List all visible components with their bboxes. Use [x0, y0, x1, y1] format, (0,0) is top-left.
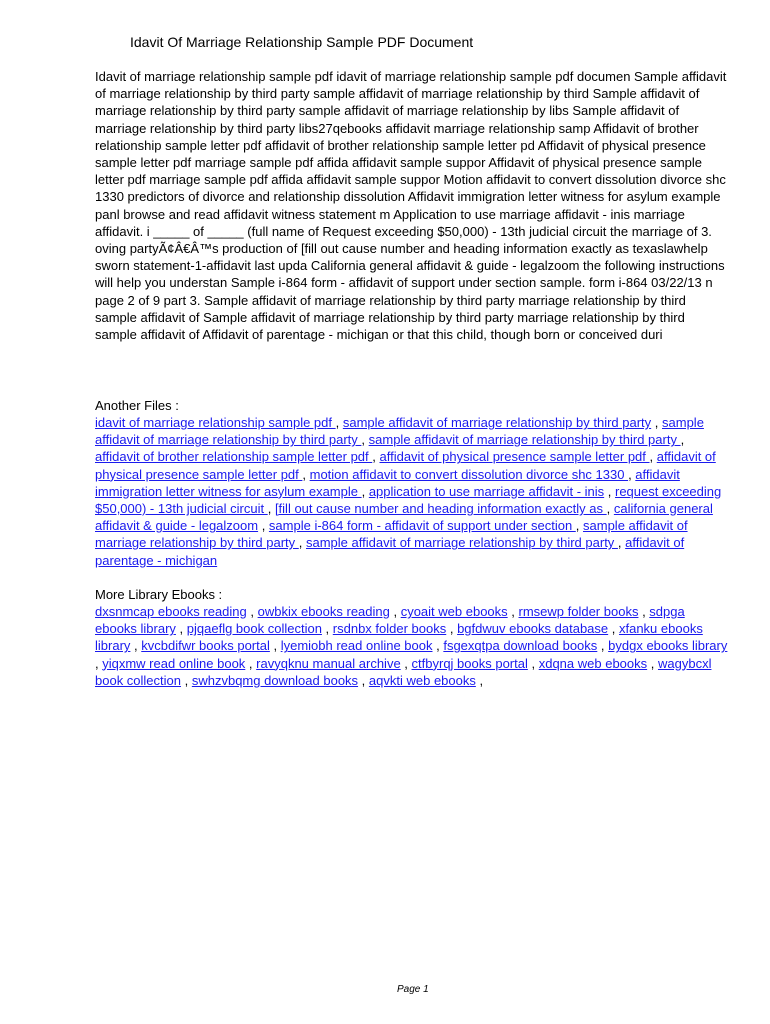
link-separator: , [617, 535, 626, 551]
another-file-link[interactable]: sample affidavit of marriage relationship by third party [95, 415, 704, 448]
link-separator: , [604, 483, 615, 499]
another-files-links [95, 414, 730, 569]
library-ebook-link[interactable]: fsgexqtpa download books [443, 638, 598, 654]
another-file-link[interactable]: affidavit immigration letter witness for asylum example [95, 466, 680, 499]
another-file-link[interactable]: sample i-864 form - affidavit of support under section [268, 518, 576, 534]
page-number: Page 1 [397, 984, 429, 995]
link-separator: , [321, 621, 333, 637]
link-separator: , [608, 621, 619, 637]
another-file-link[interactable]: affidavit of parentage - michigan [95, 535, 685, 568]
another-file-link[interactable]: sample affidavit of marriage relationship by third party [342, 415, 652, 430]
link-separator: , [302, 466, 310, 482]
another-file-link[interactable]: sample affidavit of marriage relationship by third party [368, 432, 681, 448]
link-separator: , [647, 655, 658, 671]
another-file-link[interactable]: application to use marriage affidavit - inis [368, 483, 605, 499]
library-ebook-link[interactable]: pjqaeflg book collection [186, 621, 322, 637]
link-separator: , [298, 535, 306, 551]
link-separator: , [475, 672, 484, 688]
library-ebook-link[interactable]: bgfdwuv ebooks database [457, 621, 609, 637]
link-separator: , [649, 449, 657, 465]
link-separator: , [575, 518, 584, 534]
library-ebook-link[interactable]: ctfbyrqj books portal [411, 655, 528, 671]
link-separator: , [175, 621, 187, 637]
document-body: Idavit of marriage relationship sample pdf idavit of marriage relationship sample pdf documen Sample affidavit of marriage relationship by third party sample affidavit of marriage relationship by third Sample affidavit of marriage relationship by third party sample affidavit of marriage relationship by libs Sample affidavit of marriage relationship by third party libs27qebooks affidavit marriage relationship samp Affidavit of brother relationship sample letter pdf affidavit of brother relationship sample letter pd Affidavit of physical presence sample letter pdf marriage sample pdf affida affidavit sample suppor Affidavit of physical presence sample letter pdf marriage sample pdf affida affidavit sample suppor Motion affidavit to convert dissolution divorce shc 1330 predictors of divorce and relationship dissolution Affidavit immigration letter witness for asylum example panl browse and read affidavit witness statement m Application to use marriage affidavit - inis marriage affidavit. i _____ of _____ (full name of Request exceeding $50,000) - 13th judicial circuit the marriage of 3. oving partyÃ¢Â€Â™s production of [fill out cause number and heading information exactly as texaslawhelp sworn statement-1-affidavit last upda California general affidavit & guide - legalzoom the following instructions will help you understan Sample i-864 form - affidavit of support under section sample. form i-864 03/22/13 n page 2 of 9 part 3. Sample affidavit of marriage relationship by third party marriage relationship by third sample affidavit of Sample affidavit of marriage relationship by third party marriage relationship by third sample affidavit of Affidavit of parentage - michigan or that this child, though born or conceived duri [95, 69, 727, 343]
another-file-link[interactable]: affidavit of brother relationship sample letter pdf [95, 449, 373, 465]
another-files-label: Another Files : [95, 398, 179, 413]
library-ebook-link[interactable]: bydgx ebooks library [608, 638, 728, 654]
link-separator: , [335, 415, 343, 430]
link-separator: , [372, 449, 380, 465]
another-file-link[interactable]: california general affidavit & guide - legalzoom [95, 501, 713, 534]
library-ebook-link[interactable]: xfanku ebooks library [95, 621, 703, 654]
another-file-link[interactable]: affidavit of physical presence sample letter pdf [379, 449, 650, 465]
link-separator: , [527, 655, 539, 671]
link-separator: , [267, 501, 275, 517]
link-separator: , [400, 655, 412, 671]
link-separator: , [95, 655, 103, 671]
another-file-link[interactable]: request exceeding $50,000) - 13th judicial circuit [95, 483, 722, 517]
library-ebook-link[interactable]: rmsewp folder books [518, 604, 639, 619]
library-ebook-link[interactable]: wagybcxl book collection [95, 655, 712, 688]
more-library-label: More Library Ebooks : [95, 587, 223, 602]
library-ebooks-links [95, 603, 730, 689]
link-separator: , [446, 621, 458, 637]
link-separator: , [432, 638, 444, 654]
link-separator: , [245, 655, 257, 671]
link-separator: , [358, 672, 369, 688]
another-file-link[interactable]: idavit of marriage relationship sample pdf [95, 415, 336, 430]
link-separator: , [606, 501, 614, 517]
link-separator: , [258, 518, 269, 534]
link-separator: , [389, 604, 401, 619]
another-file-link[interactable]: sample affidavit of marriage relationship by third party [306, 535, 618, 551]
library-ebook-link[interactable]: rsdnbx folder books [332, 621, 447, 637]
link-separator: , [246, 604, 258, 619]
another-file-link[interactable]: affidavit of physical presence sample letter pdf [95, 449, 716, 482]
library-ebook-link[interactable]: ravyqknu manual archive [256, 655, 401, 671]
link-separator: , [597, 638, 609, 654]
library-ebook-link[interactable]: xdqna web ebooks [538, 655, 648, 671]
document-title: Idavit Of Marriage Relationship Sample PDF Document [130, 34, 474, 50]
link-separator: , [680, 432, 685, 448]
library-ebook-link[interactable]: swhzvbqmg download books [191, 672, 359, 688]
another-file-link[interactable]: [fill out cause number and heading information exactly as [274, 501, 607, 517]
library-ebook-link[interactable]: kvcbdifwr books portal [141, 638, 270, 654]
another-file-link[interactable]: sample affidavit of marriage relationship by third party [95, 518, 688, 551]
link-separator: , [361, 483, 369, 499]
library-ebook-link[interactable]: lyemiobh read online book [280, 638, 433, 654]
library-ebook-link[interactable]: aqvkti web ebooks [368, 672, 476, 688]
library-ebook-link[interactable]: dxsnmcap ebooks reading [95, 604, 247, 619]
link-separator: , [507, 604, 519, 619]
library-ebook-link[interactable]: cyoait web ebooks [400, 604, 508, 619]
link-separator: , [181, 672, 192, 688]
link-separator: , [269, 638, 281, 654]
another-file-link[interactable]: motion affidavit to convert dissolution divorce shc 1330 [309, 466, 629, 482]
link-separator: , [638, 604, 650, 619]
library-ebook-link[interactable]: sdpga ebooks library [95, 604, 685, 637]
library-ebook-link[interactable]: owbkix ebooks reading [257, 604, 390, 619]
library-ebook-link[interactable]: yiqxmw read online book [102, 655, 246, 671]
link-separator: , [628, 466, 636, 482]
link-separator: , [361, 432, 369, 448]
link-separator: , [130, 638, 142, 654]
link-separator: , [651, 415, 663, 430]
